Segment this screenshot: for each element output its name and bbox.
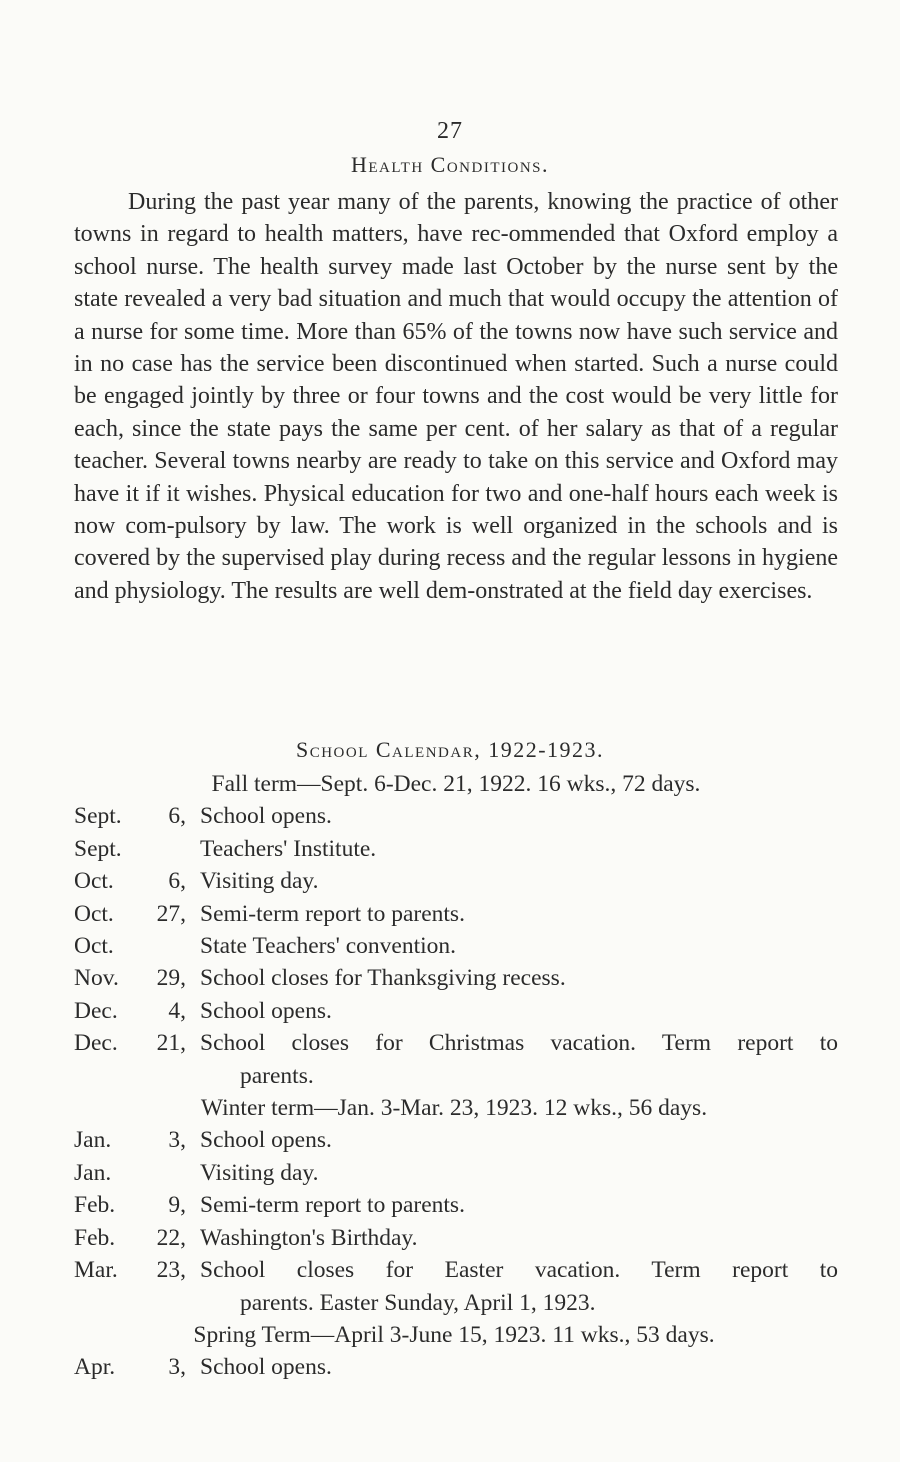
calendar-entry — [0, 800, 900, 832]
entry-month: Oct. — [74, 868, 114, 895]
entry-month: Dec. — [74, 997, 118, 1024]
entry-month: Feb. — [74, 1192, 116, 1219]
entry-event: School opens. — [200, 1354, 332, 1381]
entry-month: Nov. — [74, 965, 119, 992]
entry-month: Oct. — [74, 933, 114, 960]
entry-event: Semi-term report to parents. — [200, 1192, 465, 1219]
entry-day — [146, 930, 186, 962]
fall-term-summary: Fall term—Sept. 6-Dec. 21, 1922. 16 wks., 72 days. — [211, 771, 701, 797]
entry-month: Sept. — [74, 803, 122, 830]
calendar-entry — [0, 1124, 900, 1156]
entry-event: Visiting day. — [200, 868, 319, 895]
entry-spacer — [186, 800, 200, 832]
entry-spacer — [186, 995, 200, 1027]
entry-day: 22, — [156, 1224, 186, 1251]
entry-day — [146, 833, 186, 865]
winter-term-events — [0, 1124, 900, 1318]
calendar-entry — [0, 1254, 900, 1286]
calendar-entry — [0, 995, 900, 1027]
school-calendar-heading: School Calendar, 1922-1923. — [295, 737, 605, 762]
entry-month: Feb. — [74, 1224, 116, 1251]
calendar-entry — [0, 962, 900, 994]
entry-event: State Teachers' convention. — [200, 933, 456, 960]
entry-day: 6, — [168, 803, 186, 830]
entry-event: School opens. — [200, 1127, 332, 1154]
entry-spacer — [186, 1189, 200, 1221]
fall-term-events — [0, 800, 900, 1092]
entry-month: Jan. — [74, 1127, 112, 1154]
entry-spacer — [186, 1124, 200, 1156]
entry-day: 3, — [168, 1127, 186, 1154]
entry-event: Teachers' Institute. — [200, 835, 377, 862]
calendar-entry — [0, 865, 900, 897]
entry-event: School closes for Easter vacation. Term report to — [200, 1257, 838, 1284]
entry-event: Semi-term report to parents. — [200, 900, 465, 927]
calendar-entry — [0, 898, 900, 930]
spring-term-events — [0, 1351, 900, 1383]
entry-spacer — [186, 1351, 200, 1383]
entry-month: Jan. — [74, 1159, 112, 1186]
calendar-entry — [0, 1189, 900, 1221]
entry-day: 29, — [156, 965, 186, 992]
entry-spacer — [186, 898, 200, 930]
winter-term-summary: Winter term—Jan. 3-Mar. 23, 1923. 12 wks., 56 days. — [200, 1095, 708, 1122]
entry-event: School opens. — [200, 803, 332, 830]
health-conditions-heading: Health Conditions. — [351, 152, 549, 177]
calendar-entry — [0, 1027, 900, 1059]
entry-spacer — [186, 1027, 200, 1059]
calendar-entry — [0, 1351, 900, 1383]
entry-day: 6, — [168, 868, 186, 895]
entry-day: 4, — [168, 997, 186, 1024]
health-conditions-paragraph: During the past year many of the parents, knowing the practice of other towns in regard to health matters, have rec-ommended that Oxford employ a school nurse. The health survey made last October by the nurse sent by the state revealed a very bad situation and much that would occupy the attention of a nurse for some time. More than 65% of the towns now have such service and in no case has the service been discontinued when started. Such a nurse could be engaged jointly by three or four towns and the cost would be very little for each, since the state pays the same per cent. of her salary as that of a regular teacher. Several towns nearby are ready to take on this service and Oxford may have it if it wishes. Physical education for two and one-half hours each week is now com-pulsory by law. The work is well organized in the schools and is covered by the supervised play during recess and the regular lessons in hygiene and physiology. The results are well dem-onstrated at the field day exercises. — [74, 189, 838, 604]
calendar-entry — [0, 930, 900, 962]
entry-month: Oct. — [74, 900, 114, 927]
entry-spacer — [186, 1222, 200, 1254]
entry-event-continuation: parents. Easter Sunday, April 1, 1923. — [240, 1289, 596, 1316]
entry-event: School closes for Thanksgiving recess. — [200, 965, 566, 992]
page-number: 27 — [437, 118, 463, 144]
entry-spacer — [186, 1254, 200, 1286]
entry-month: Mar. — [74, 1257, 118, 1284]
entry-day: 3, — [168, 1354, 186, 1381]
entry-day — [146, 1157, 186, 1189]
entry-month: Sept. — [74, 835, 122, 862]
entry-event: School closes for Christmas vacation. Term report to — [200, 1030, 838, 1057]
calendar-entry — [0, 833, 900, 865]
school-calendar — [0, 768, 900, 1384]
entry-day: 23, — [156, 1257, 186, 1284]
entry-event: School opens. — [200, 997, 332, 1024]
entry-day: 21, — [156, 1030, 186, 1057]
entry-spacer — [186, 833, 200, 865]
entry-spacer — [186, 865, 200, 897]
entry-spacer — [186, 930, 200, 962]
entry-month: Dec. — [74, 1030, 118, 1057]
entry-day: 9, — [168, 1192, 186, 1219]
spring-term-summary: Spring Term—April 3-June 15, 1923. 11 wks., 53 days. — [193, 1321, 715, 1348]
calendar-entry — [0, 1157, 900, 1189]
entry-spacer — [186, 962, 200, 994]
calendar-entry — [0, 1222, 900, 1254]
entry-event: Washington's Birthday. — [200, 1224, 418, 1251]
entry-event: Visiting day. — [200, 1159, 319, 1186]
entry-spacer — [186, 1157, 200, 1189]
entry-month: Apr. — [74, 1354, 116, 1381]
entry-day: 27, — [156, 900, 186, 927]
entry-event-continuation: parents. — [240, 1062, 314, 1089]
